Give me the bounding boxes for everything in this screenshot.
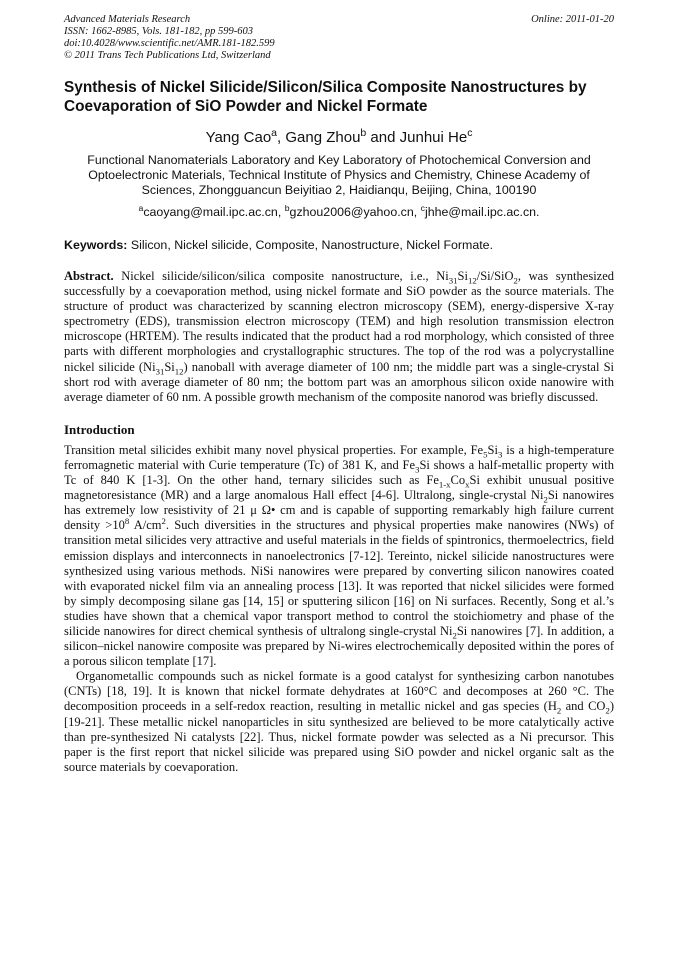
running-header: [64, 14, 614, 62]
author-name: Gang Zhou: [285, 129, 361, 146]
author-separator: and: [366, 129, 400, 146]
email-mark: c: [420, 202, 425, 213]
author-list: [64, 128, 614, 147]
online-date: Online: 2011-01-20: [531, 14, 614, 25]
email-mark: b: [284, 202, 290, 213]
doi-line: doi:10.4028/www.scientific.net/AMR.181-182.599: [64, 38, 275, 49]
email-mark: a: [138, 202, 144, 213]
issn-line: ISSN: 1662-8985, Vols. 181-182, pp 599-603: [64, 26, 253, 37]
abstract-text: Nickel silicide/silicon/silica composite nanostructure, i.e., $Ni_{31}Si_{12}/Si/SiO_2$, was synthesized successfully by a coevaporation method, using nickel formate and SiO powder as the source materials. The structure of product was characterized by scanning electron microscopy (SEM), energy-dispersive X-ray spectrometry (EDS), transmission electron microscopy (TEM) and high resolution transmission electron microscope (HRTEM). The results indicated that the product had a rod morphology, which consisted of three parts with different morphologies and crystallographic structures. The top of the rod was a polycrystalline nickel silicide $(Ni_{31}Si_{12})$ nanoball with average diameter of 100 nm; the middle part was a single-crystal Si short rod with average diameter of 80 nm; the bottom part was an amorphous silicon oxide nanowire with average diameter of 60 nm. A possible growth mechanism of the composite nanorod was briefly discussed.: [64, 269, 615, 404]
keywords-label: Keywords:: [64, 238, 128, 252]
author-separator: ,: [277, 129, 286, 146]
keywords-section: [64, 238, 614, 253]
author-name: Junhui He: [399, 129, 468, 146]
abstract-label: Abstract.: [64, 269, 114, 283]
author-mark: a: [271, 127, 278, 139]
email-address[interactable]: jhhe@mail.ipc.ac.cn.: [424, 205, 540, 219]
copyright-line: © 2011 Trans Tech Publications Ltd, Switzerland: [64, 50, 271, 61]
introduction-paragraph-2: Organometallic compounds such as nickel formate is a good catalyst for synthesizing carbon nanotubes (CNTs) [18, 19]. It is known that nickel formate dehydrates at 160°C and decomposes at 260 °C. The decomposition proceeds in a self-redox reaction, resulting in metallic nickel and gas species ($H_2$ and $CO_2$) [19-21]. These metallic nickel nanoparticles in situ synthesized are believed to be more catalytically active than pre-synthesized Ni catalysts [22]. Thus, nickel formate powder was selected as a Ni precursor. This paper is the first report that nickel silicide was prepared using SiO powder and nickel organic salt as the source materials by coevaporation.: [64, 669, 615, 774]
abstract-section: [64, 269, 614, 405]
email-list: $^a$caoyang@mail.ipc.ac.cn, $^b$gzhou2006@yahoo.cn, $^c$jhhe@mail.ipc.ac.cn.: [138, 202, 540, 219]
keywords-text: Silicon, Nickel silicide, Composite, Nanostructure, Nickel Formate.: [130, 238, 494, 252]
paper-title: Synthesis of Nickel Silicide/Silicon/Silica Composite Nanostructures by Coevaporation of SiO Powder and Nickel Formate: [64, 79, 587, 115]
email-address[interactable]: caoyang@mail.ipc.ac.cn: [143, 205, 278, 219]
author-name: Yang Cao: [205, 129, 272, 146]
author-mark: c: [467, 127, 473, 139]
email-address[interactable]: gzhou2006@yahoo.cn: [289, 205, 414, 219]
introduction-heading: Introduction: [64, 421, 135, 437]
author-mark: b: [360, 127, 367, 139]
affiliation: Functional Nanomaterials Laboratory and Key Laboratory of Photochemical Conversion and Optoelectronic Materials, Technical Institute of Physics and Chemistry, Chinese Academy of Sciences, Zhongguancun Beiyitiao 2, Haidianqu, Beijing, China, 100190: [87, 153, 591, 197]
introduction-paragraph-1: Transition metal silicides exhibit many novel physical properties. For example, $Fe_5Si_3$ is a high-temperature ferromagnetic material with Curie temperature (Tc) of 381 K, and $Fe_3Si$ shows a half-metallic property with Tc of 840 K [1-3]. On the other hand, ternary silicides such as $Fe_{1-x}Co_xSi$ exhibit unusual positive magnetoresistance (MR) and a large anomalous Hall effect [4-6]. Ultralong, single-crystal $Ni_2Si$ nanowires has extremely low resistivity of 21 μ Ω• cm and is capable of supporting remarkably high failure current density $>10^8$ $A/cm^2$. Such diversities in the structures and physical properties make nanowires (NWs) of transition metal silicides very attractive and useful materials in the fields of spintronics, thermoelectrics, field emission displays and interconnects in nanoelectronics [7-12]. Tereinto, nickel silicide nanostructures were synthesized using various methods. NiSi nanowires were prepared by converting silicon nanowires coated with evaporated nickel film via an annealing process [13]. It was reported that nickel silicides were formed by simply decomposing silane gas [14, 15] or sputtering silicon [16] on Ni surfaces. Recently, Song et al.’s studies have shown that a chemical vapor transport method to control the stoichiometry and phase of the silicide nanowires for direct chemical synthesis of ultralong single-crystal $Ni_2Si$ nanowires [7]. In addition, a silicon–nickel nanowire composite was prepared by Ni-wires electrochemically deposited within the pores of a porous silicon template [17].: [64, 442, 615, 669]
journal-name: Advanced Materials Research: [64, 14, 191, 25]
